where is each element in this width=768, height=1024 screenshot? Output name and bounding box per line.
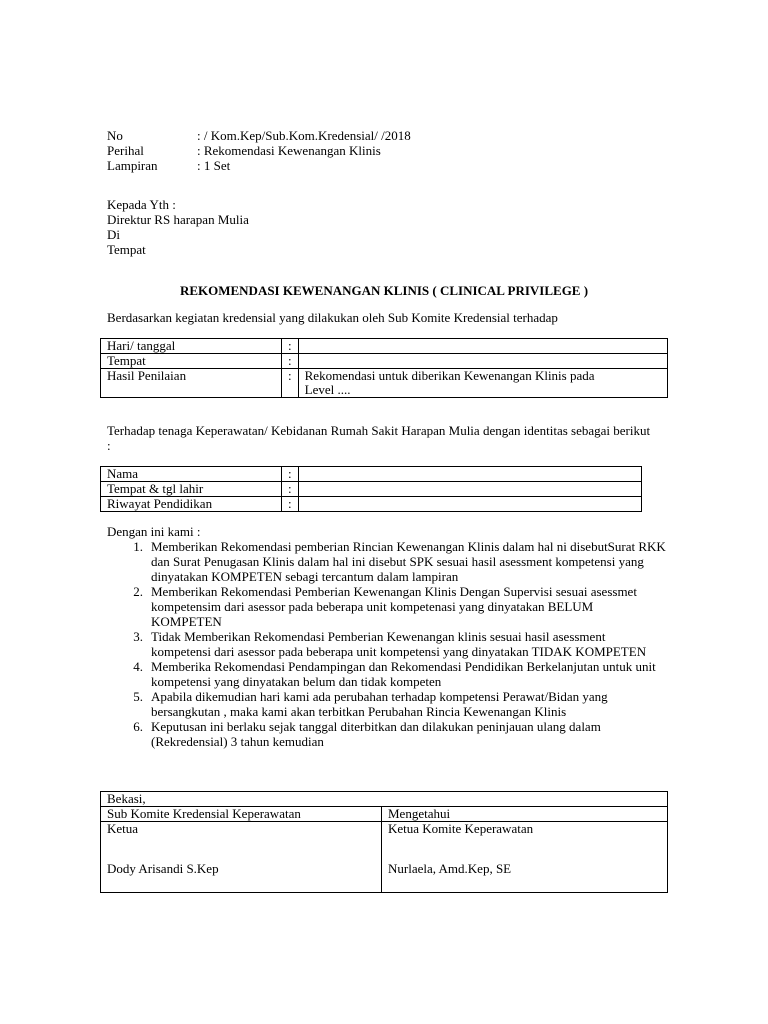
table-row: [101, 822, 668, 893]
table-row: [101, 354, 668, 369]
list-number: 6.: [133, 719, 143, 734]
list-text: Tidak Memberikan Rekomendasi Pemberian Kewenangan klinis sesuai hasil asessment kompetensi dari asessor pada beberapa unit kompetensi yang dinyatakan TIDAK KOMPETEN: [151, 629, 647, 659]
list-number: 2.: [133, 584, 143, 599]
table-cell-label: Riwayat Pendidikan: [101, 497, 282, 512]
recommendation-list: [107, 539, 667, 749]
table-cell-label: Nama: [101, 467, 282, 482]
list-text: Apabila dikemudian hari kami ada perubahan terhadap kompetensi Perawat/Bidan yang bersangkutan , maka kami akan terbitkan Perubahan Rincia Kewenangan Klinis: [151, 689, 608, 719]
list-text: Memberika Rekomendasi Pendampingan dan Rekomendasi Pendidikan Berkelanjutan untuk unit kompetensi yang dinyatakan belum dan tidak kompeten: [151, 659, 656, 689]
table-cell-value: [298, 354, 667, 369]
signature-left-name: Dody Arisandi S.Kep: [107, 861, 219, 876]
table-cell-label: Hasil Penilaian: [101, 369, 282, 398]
signature-left-role: Ketua: [107, 821, 139, 836]
perihal-label: Perihal: [107, 143, 144, 158]
table-row: [101, 339, 668, 354]
list-text: Memberikan Rekomendasi pemberian Rincian Kewenangan Klinis dalam hal ni disebutSurat RKK dan Surat Penugasan Klinis dalam hal ini disebut SPK sesuai hasil asessment kompetensi yang dinyatakan KOMPETEN sebagi tercantum dalam lampiran: [151, 539, 666, 584]
recipient-block: [107, 197, 249, 257]
letter-number-row: [107, 128, 411, 143]
list-text: Keputusan ini berlaku sejak tanggal diterbitkan dan dilakukan peninjauan ulang dalam (Rekredensial) 3 tahun kemudian: [151, 719, 601, 749]
list-item: [107, 539, 667, 584]
table-row: [101, 369, 668, 398]
identity-table: [100, 466, 642, 512]
list-text: Memberikan Rekomendasi Pemberian Kewenangan Klinis Dengan Supervisi sesuai asessmet kompetensim dari asessor pada beberapa unit kompetenasi yang dinyatakan BELUM KOMPETEN: [151, 584, 637, 629]
list-number: 3.: [133, 629, 143, 644]
list-item: [107, 584, 667, 629]
table-cell-colon: :: [282, 497, 299, 512]
recipient-line: Kepada Yth :: [107, 197, 176, 212]
document-title: REKOMENDASI KEWENANGAN KLINIS ( CLINICAL PRIVILEGE ): [179, 283, 589, 298]
signature-table: [100, 791, 668, 893]
subject-row: [107, 143, 381, 158]
signature-left-cell: [101, 822, 382, 893]
intro-paragraph: Berdasarkan kegiatan kredensial yang dilakukan oleh Sub Komite Kredensial terhadap: [107, 310, 558, 325]
identity-paragraph: Terhadap tenaga Keperawatan/ Kebidanan Rumah Sakit Harapan Mulia dengan identitas sebagai berikut :: [107, 423, 651, 453]
list-item: [107, 629, 667, 659]
signature-left-org: Sub Komite Kredensial Keperawatan: [101, 807, 382, 822]
perihal-value: : Rekomendasi Kewenangan Klinis: [197, 143, 381, 158]
table-row: [101, 467, 642, 482]
attachment-row: [107, 158, 230, 173]
no-value: : / Kom.Kep/Sub.Kom.Kredensial/ /2018: [197, 128, 411, 143]
table-cell-value: [298, 497, 641, 512]
lampiran-label: Lampiran: [107, 158, 158, 173]
table-row: [101, 482, 642, 497]
signature-right-org: Mengetahui: [382, 807, 668, 822]
recipient-line: Direktur RS harapan Mulia: [107, 212, 249, 227]
table-cell-value: [298, 482, 641, 497]
list-number: 5.: [133, 689, 143, 704]
credential-table: [100, 338, 668, 398]
list-number: 4.: [133, 659, 143, 674]
table-row: [101, 792, 668, 807]
no-label: No: [107, 128, 123, 143]
signature-right-cell: [382, 822, 668, 893]
table-cell-label: Tempat & tgl lahir: [101, 482, 282, 497]
list-item: [107, 719, 667, 749]
statement-line: Dengan ini kami :: [107, 524, 201, 539]
signature-place: Bekasi,: [101, 792, 668, 807]
table-row: [101, 807, 668, 822]
table-cell-label: Hari/ tanggal: [101, 339, 282, 354]
list-number: 1.: [133, 539, 143, 554]
table-cell-colon: :: [282, 467, 299, 482]
signature-right-role: Ketua Komite Keperawatan: [388, 821, 534, 836]
table-cell-value: Rekomendasi untuk diberikan Kewenangan Klinis pada Level ....: [298, 369, 667, 398]
list-item: [107, 689, 667, 719]
table-cell-value: [298, 467, 641, 482]
table-cell-colon: :: [282, 482, 299, 497]
recipient-line: Tempat: [107, 242, 146, 257]
table-cell-colon: :: [282, 339, 299, 354]
table-cell-colon: :: [282, 354, 299, 369]
signature-right-name: Nurlaela, Amd.Kep, SE: [388, 861, 512, 876]
table-cell-label: Tempat: [101, 354, 282, 369]
list-item: [107, 659, 667, 689]
table-cell-colon: :: [282, 369, 299, 398]
table-cell-value: [298, 339, 667, 354]
lampiran-value: : 1 Set: [197, 158, 231, 173]
table-row: [101, 497, 642, 512]
recipient-line: Di: [107, 227, 120, 242]
